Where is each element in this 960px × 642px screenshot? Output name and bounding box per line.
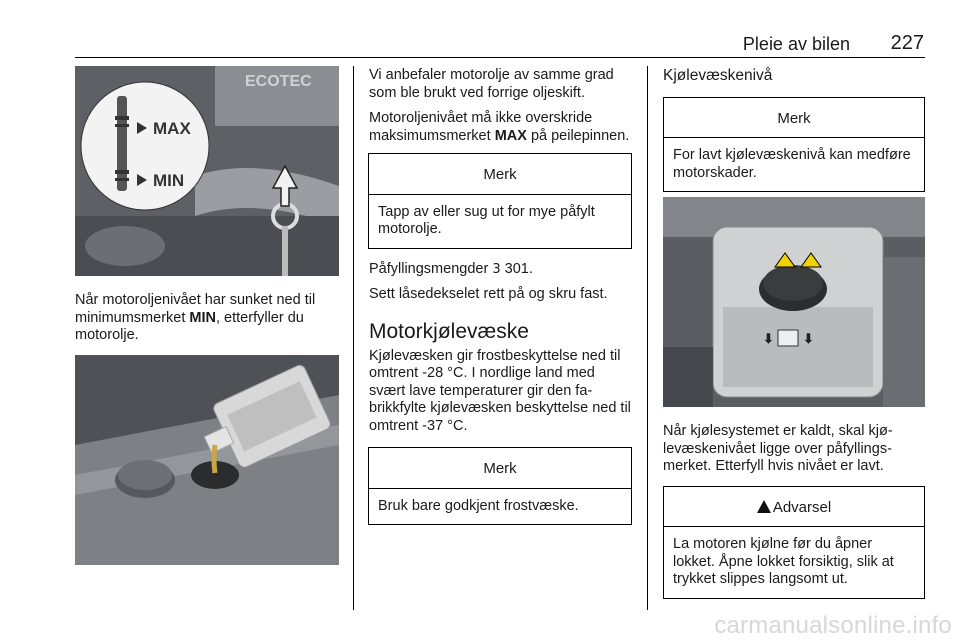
note-box-antifreeze: [368, 447, 632, 525]
watermark: carmanualsonline.info: [714, 612, 952, 639]
oil-grade-paragraph: Vi anbefaler motorolje av samme grad som ble brukt ved forrige oljeskift.: [369, 67, 614, 101]
left-text: [75, 292, 347, 353]
cross-reference-arrow-icon: 3: [492, 261, 501, 277]
warning-body: La motoren kjølne før du åpner lokket. Åpne lokket forsiktig, slik at trykket slippes langsomt ut.: [673, 536, 894, 587]
min-label: MIN: [153, 171, 185, 190]
coolant-level-paragraph: Når kjølesystemet er kaldt, skal kjølevæskenivået ligge over påfyllingsmerket. Etterfyll hvis nivået er lavt.: [663, 423, 893, 474]
note-box-coolant: [663, 97, 925, 193]
note-title: Merk: [664, 98, 924, 139]
warning-box: [663, 486, 925, 599]
warning-triangle-icon: [757, 500, 771, 513]
note-body: Tapp av eller sug ut for mye påfylt motorolje.: [378, 203, 595, 237]
svg-text:⬇: ⬇: [763, 331, 774, 346]
page-number: 227: [890, 32, 924, 54]
oil-min-paragraph: Når motoroljenivået har sunket ned til minimumsmerket MIN, etterfyller du motorolje.: [75, 292, 316, 343]
coolant-paragraph: Kjølevæsken gir frostbeskyttelse ned til omtrent -28 °C. I nordlige land med svært lave temperaturer gir den fabrikkfylte kjølevæsken beskyttelse ned til omtrent -37 °C.: [369, 347, 631, 434]
note-body: For lavt kjølevæskenivå kan medføre motorskader.: [673, 147, 911, 181]
middle-column: [369, 67, 633, 525]
coolant-level-heading: Kjølevæskenivå: [663, 67, 773, 84]
coolant-heading: Motorkjølevæske: [369, 319, 529, 343]
oil-max-paragraph: Motoroljenivået må ikke overskride maksimumsmerket MAX på peilepinnen.: [369, 110, 630, 144]
page-header-title: Pleie av bilen: [742, 34, 850, 54]
svg-text:⬇: ⬇: [803, 331, 814, 346]
note-box-oil: [368, 153, 632, 249]
dipstick-figure: [75, 66, 339, 276]
oil-filling-figure: [75, 355, 339, 565]
column-divider-1: [353, 66, 354, 610]
coolant-reservoir-figure: [663, 197, 925, 407]
note-title: Merk: [369, 448, 631, 489]
ecotec-logo-text: ECOTEC: [245, 73, 312, 90]
header-rule: [75, 57, 925, 58]
note-body: Bruk bare godkjent frostvæske.: [378, 497, 579, 514]
max-label: MAX: [153, 119, 191, 138]
right-column: [663, 67, 925, 192]
filling-quantities-paragraph: Påfyllingsmengder 3 301.: [369, 260, 533, 277]
note-title: Merk: [369, 154, 631, 195]
cap-paragraph: Sett låsedekselet rett på og skru fast.: [369, 286, 608, 302]
warning-title: Advarsel: [772, 498, 832, 516]
warning-title-row: [664, 487, 924, 528]
right-lower-text: [663, 423, 925, 599]
column-divider-2: [647, 66, 648, 610]
